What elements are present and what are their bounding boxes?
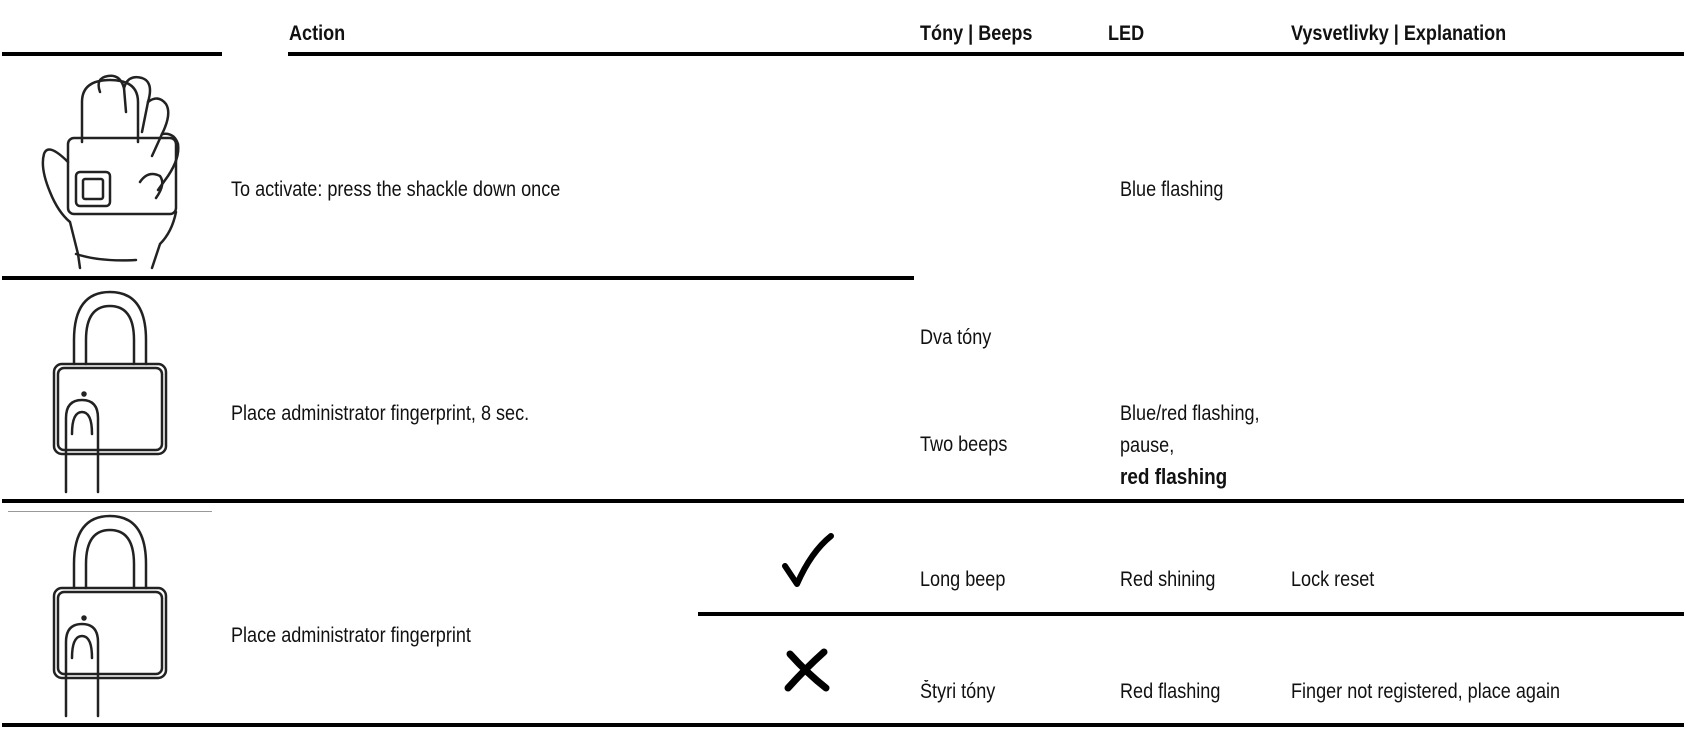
header-rule-left	[2, 52, 222, 56]
hand-pressing-padlock-icon	[40, 72, 190, 272]
row2-beeps-line2: Two beeps	[920, 433, 1008, 456]
row2-led-line1: Blue/red flashing,	[1120, 402, 1260, 425]
row2-rule	[2, 499, 1684, 503]
header-action: Action	[289, 22, 346, 45]
row3-mid-rule	[698, 612, 1684, 616]
cross-icon	[784, 648, 830, 692]
row2-led-line3: red flashing	[1120, 464, 1228, 489]
row3-outcome2-explanation: Finger not registered, place again	[1291, 680, 1561, 703]
row1-rule	[2, 276, 914, 280]
row3-action: Place administrator fingerprint	[231, 624, 471, 647]
row3-outcome1-explanation: Lock reset	[1291, 568, 1375, 591]
row2-beeps-line1: Dva tóny	[920, 326, 992, 349]
padlock-fingerprint-icon	[52, 288, 168, 494]
header-explanation: Vysvetlivky | Explanation	[1291, 22, 1507, 45]
header-beeps: Tóny | Beeps	[920, 22, 1033, 45]
bottom-rule	[2, 723, 1684, 727]
row2-action: Place administrator fingerprint, 8 sec.	[231, 402, 530, 425]
row3-outcome2-led: Red flashing	[1120, 680, 1221, 703]
row1-action: To activate: press the shackle down once	[231, 178, 561, 201]
row3-outcome1-beeps: Long beep	[920, 568, 1006, 591]
row1-led: Blue flashing	[1120, 178, 1224, 201]
header-rule-right	[288, 52, 1684, 56]
header-led: LED	[1108, 22, 1145, 45]
checkmark-icon	[781, 532, 835, 588]
row3-outcome2-beeps: Štyri tóny	[920, 680, 996, 703]
row2-led-line2: pause,	[1120, 434, 1175, 457]
row3-outcome1-led: Red shining	[1120, 568, 1216, 591]
padlock-fingerprint-icon	[52, 512, 168, 718]
